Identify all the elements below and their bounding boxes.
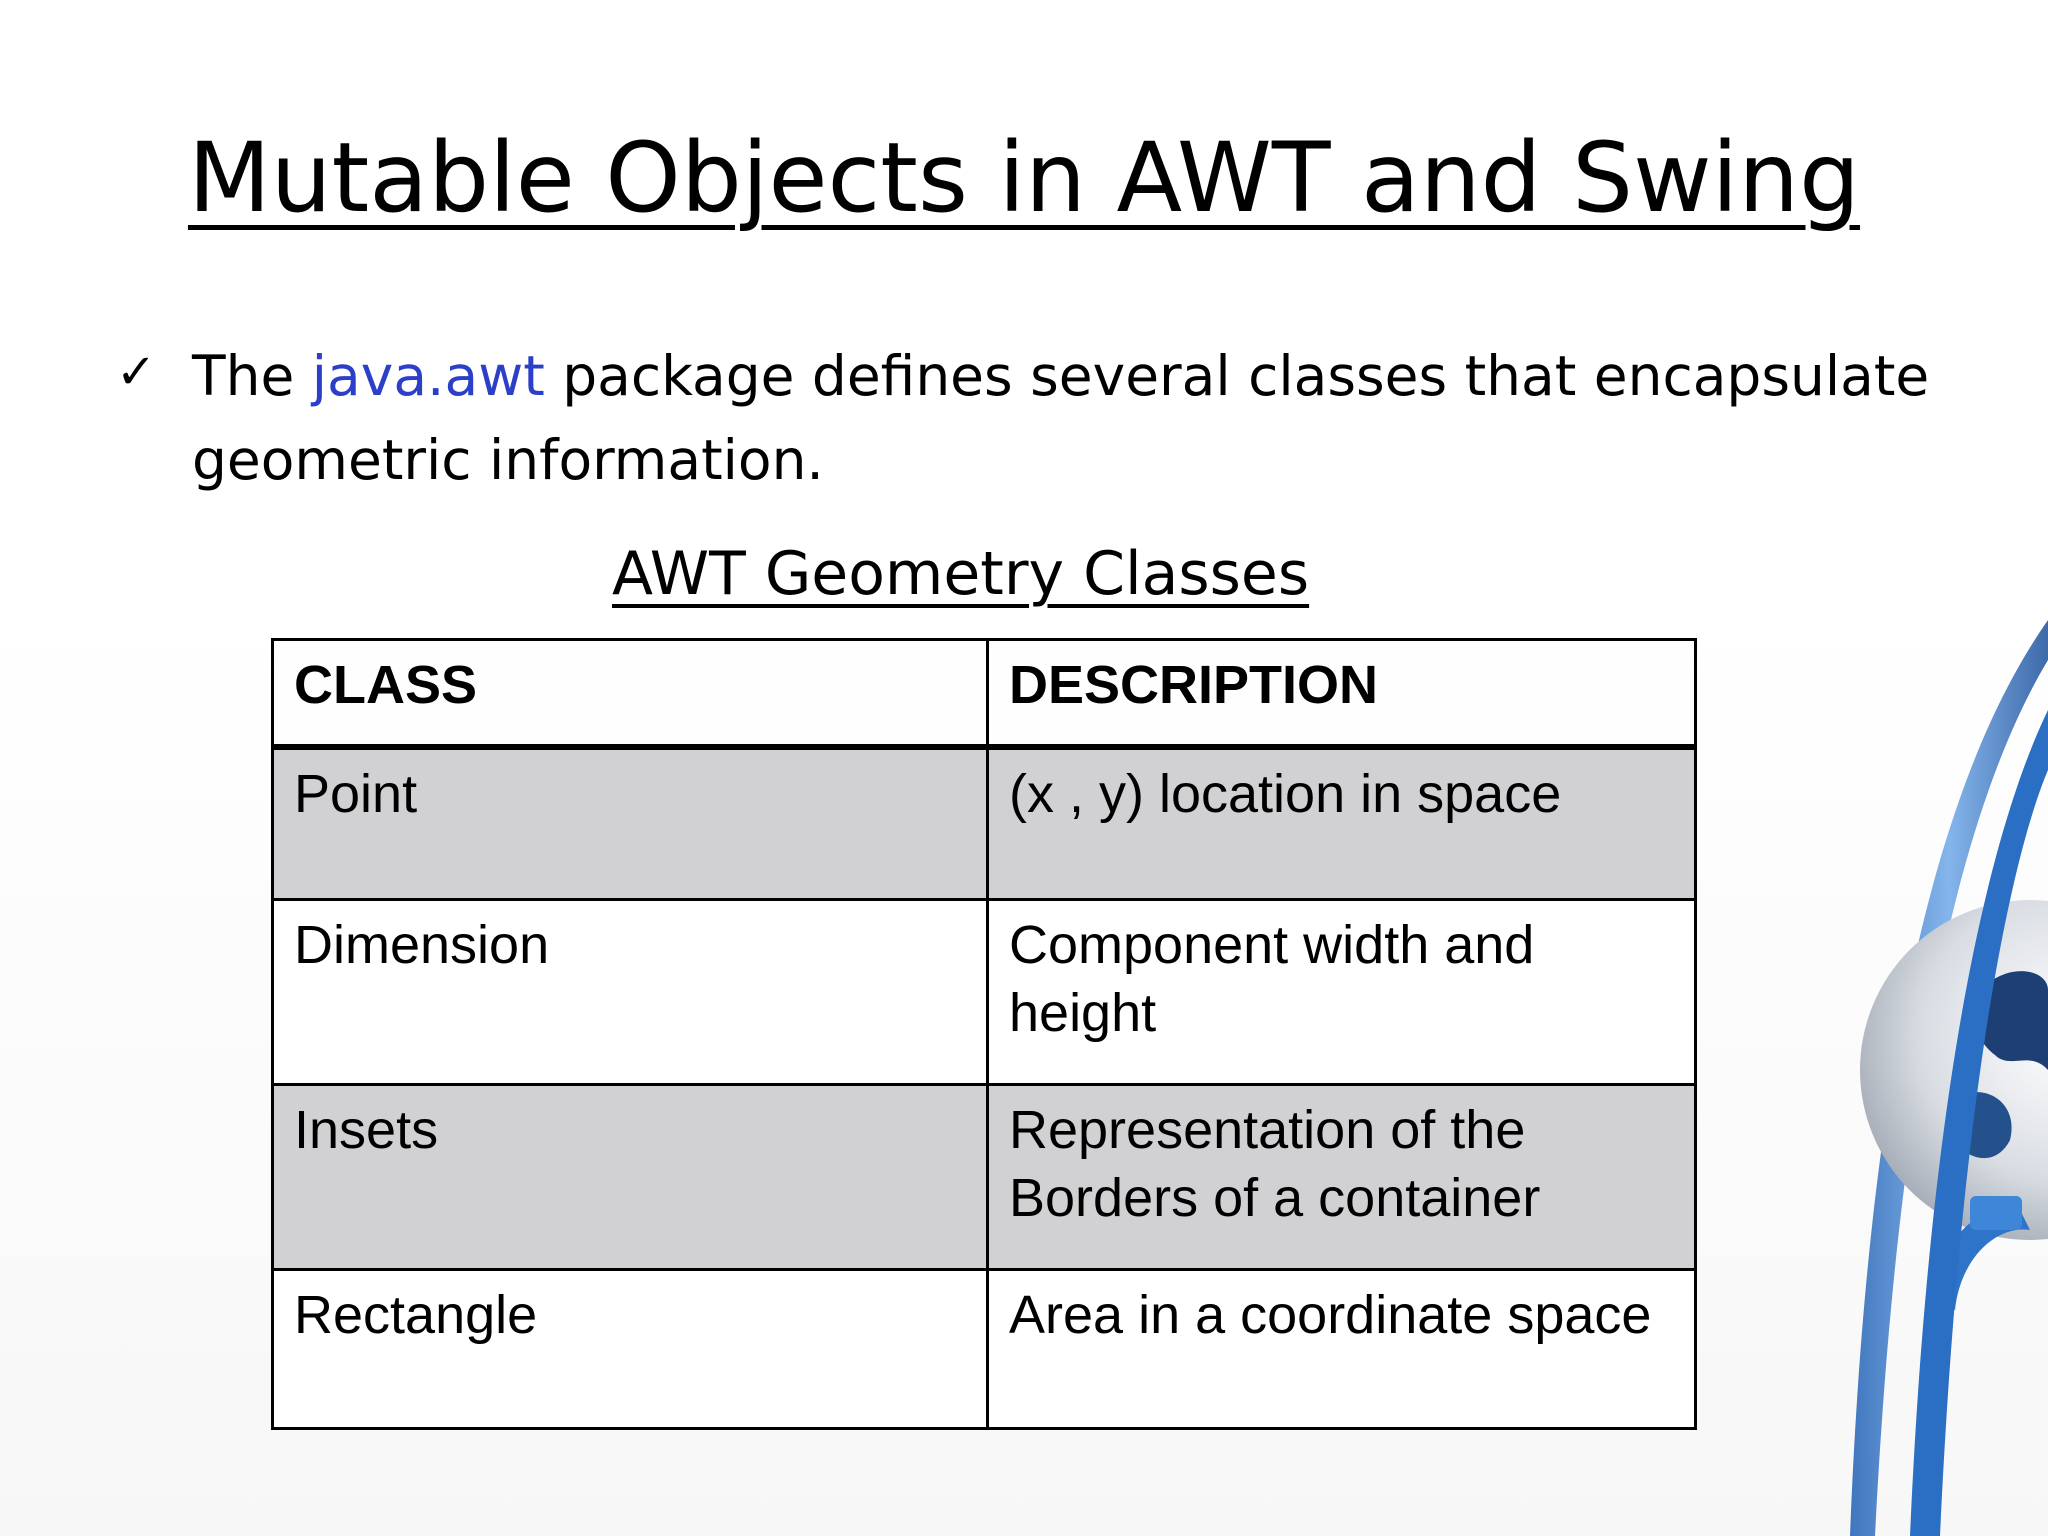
package-name-highlight: java.awt [311, 344, 545, 408]
globe-network-decoration [1780, 600, 2048, 1536]
bullet-text-start: The [192, 344, 312, 408]
bullet-text-end: package defines several classes that encapsulate geometric information. [192, 344, 1930, 492]
class-cell: Insets [273, 1085, 988, 1270]
bullet-point [192, 334, 1982, 502]
slide-title-text: Mutable Objects in AWT and Swing [187, 122, 1861, 234]
table-row [273, 1085, 1696, 1270]
connector-shape [1970, 1196, 2022, 1230]
description-cell: Representation of the Borders of a container [988, 1085, 1696, 1270]
checkmark-icon: ✓ [116, 344, 157, 400]
geometry-classes-table [271, 638, 1697, 1430]
table-row [273, 747, 1696, 900]
description-cell: Area in a coordinate space [988, 1270, 1696, 1429]
description-cell: (x , y) location in space [988, 747, 1696, 900]
table-title-text: AWT Geometry Classes [612, 539, 1310, 609]
class-cell: Dimension [273, 900, 988, 1085]
description-cell: Component width and height [988, 900, 1696, 1085]
table-row [273, 1270, 1696, 1429]
class-cell: Point [273, 747, 988, 900]
table-title [612, 534, 1309, 614]
header-description: DESCRIPTION [988, 640, 1696, 748]
table-row [273, 900, 1696, 1085]
slide-title [0, 118, 2048, 238]
class-cell: Rectangle [273, 1270, 988, 1429]
header-class: CLASS [273, 640, 988, 748]
table-header-row [273, 640, 1696, 748]
